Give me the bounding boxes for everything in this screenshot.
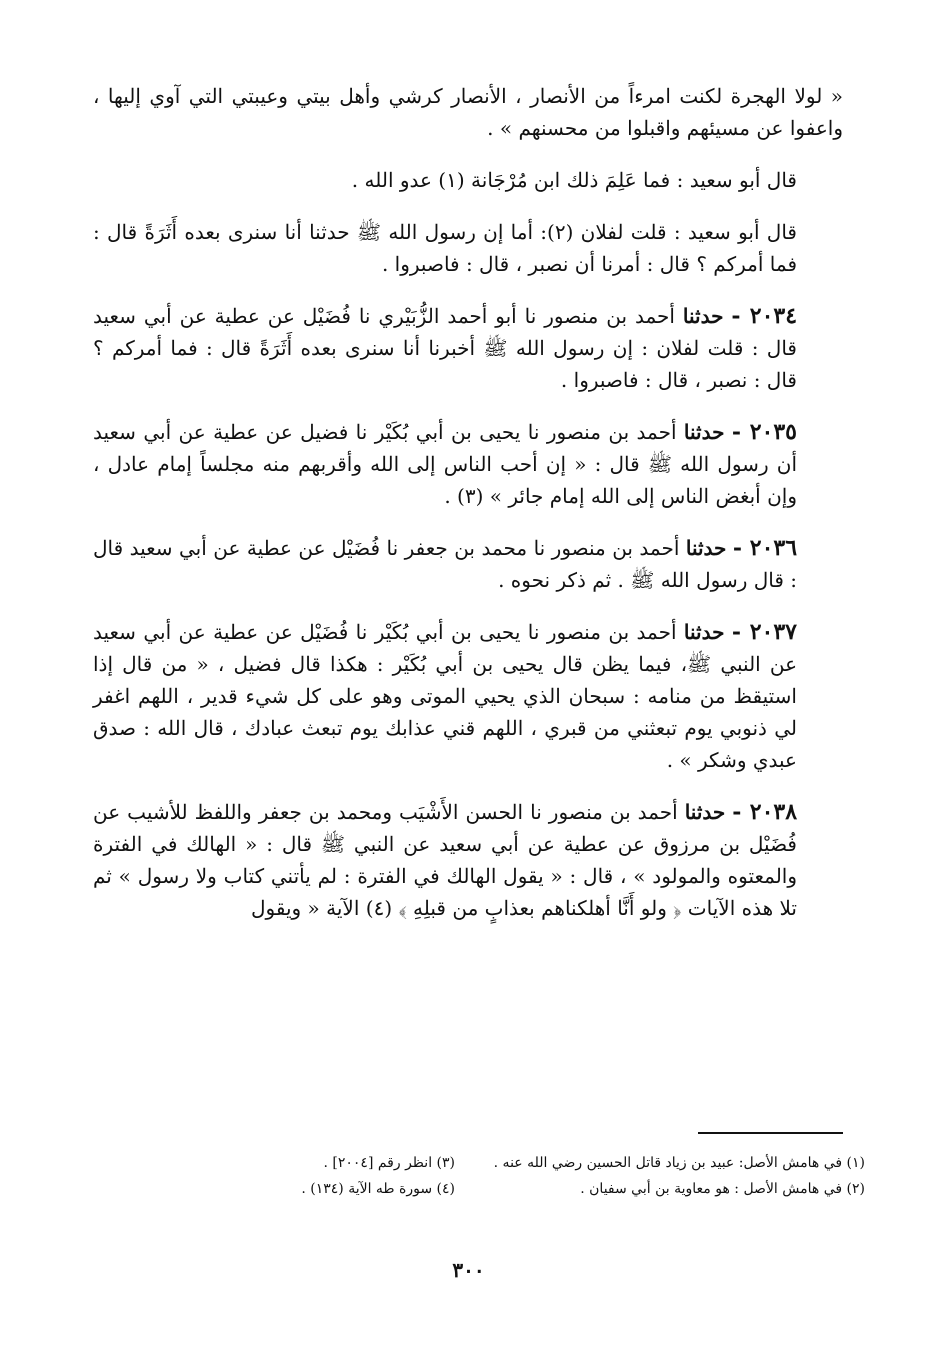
hadith-2038 [93, 796, 797, 924]
paragraph-text: قال أبو سعيد : قلت لفلان (٢): أما إن رسول الله ﷺ حدثنا أنا سنرى بعده أَثَرَةً قال : فما أمركم ؟ قال : أمرنا أن نصبر ، قال : فاصبروا . [93, 220, 797, 276]
hadith-number: ٢٠٣٧ - [731, 619, 797, 645]
footnote-4: (٤) سورة طه الآية (١٣٤) . [301, 1181, 455, 1197]
footnote-3: (٣) انظر رقم [٢٠٠٤] . [323, 1155, 455, 1171]
hadith-lead-word: حدثنا [685, 536, 727, 560]
paragraph-text: « لولا الهجرة لكنت امرءاً من الأنصار ، الأنصار كرشي وأهل بيتي وعيبتي التي آوي إليها ، واعفوا عن مسيئهم واقبلوا من محسنهم » . [93, 84, 843, 140]
hadith-text: أحمد بن منصور نا يحيى بن أبي بُكَيْر نا فُضَيْل عن عطية عن أبي سعيد عن النبي ﷺ، فيما يظن قال يحيى بن أبي بُكَيْر : هكذا قال فضيل ، « من قال إذا استيقظ من منامه : سبحان الذي يحيي الموتى وهو على كل شيء قدير ، اللهم اغفر لي ذنوبي يوم تبعثني من قبري ، اللهم قني عذابك يوم تبعث عبادك ، قال الله : صدق عبدي وشكر » . [93, 620, 797, 772]
footnote-divider [698, 1132, 843, 1134]
page-number: ٣٠٠ [452, 1258, 485, 1282]
hadith-2036 [93, 532, 797, 596]
hadith-lead-word: حدثنا [683, 620, 725, 644]
hadith-2035 [93, 416, 797, 512]
hadith-number: ٢٠٣٤ - [731, 303, 798, 329]
footnote-row [75, 1150, 865, 1176]
hadith-2037 [93, 616, 797, 776]
hadith-lead-word: حدثنا [684, 800, 726, 824]
hadith-number: ٢٠٣٨ - [732, 799, 798, 825]
page-body [93, 80, 843, 944]
footnote-row [75, 1176, 865, 1202]
hadith-lead-word: حدثنا [682, 304, 724, 328]
hadith-text: أحمد بن منصور نا أبو أحمد الزُّبَيْري نا فُضَيْل عن عطية عن أبي سعيد قال : قلت لفلان : إن رسول الله ﷺ أخبرنا أنا سنرى بعده أَثَرَةً قال : فما أمركم ؟ قال : نصبر ، قال : فاصبروا . [93, 304, 797, 392]
hadith-number: ٢٠٣٥ - [731, 419, 797, 445]
paragraph-hadith-continuation [93, 80, 843, 144]
footnotes [75, 1150, 865, 1202]
hadith-text: أحمد بن منصور نا يحيى بن أبي بُكَيْر نا فضيل عن عطية عن أبي سعيد أن رسول الله ﷺ قال : « إن أحب الناس إلى الله وأقربهم منه مجلساً إمام عادل ، وإن أبغض الناس إلى الله إمام جائر » (٣) . [93, 420, 797, 508]
hadith-2034 [93, 300, 797, 396]
footnote-1: (١) في هامش الأصل: عبيد بن زياد قاتل الحسين رضي الله عنه . [493, 1155, 865, 1171]
footnote-2: (٢) في هامش الأصل : هو معاوية بن أبي سفيان . [580, 1181, 865, 1197]
hadith-lead-word: حدثنا [683, 420, 725, 444]
paragraph-abu-said-2 [93, 216, 797, 280]
hadith-text: أحمد بن منصور نا محمد بن جعفر نا فُضَيْل عن عطية عن أبي سعيد قال : قال رسول الله ﷺ . ثم ذكر نحوه . [93, 536, 797, 592]
paragraph-abu-said-1 [93, 164, 797, 196]
paragraph-text: قال أبو سعيد : فما عَلِمَ ذلك ابن مُرْجَانة (١) عدو الله . [351, 168, 797, 192]
hadith-number: ٢٠٣٦ - [732, 535, 798, 561]
hadith-text: أحمد بن منصور نا الحسن الأَشْيَب ومحمد بن جعفر واللفظ للأشيب عن فُضَيْل بن مرزوق عن عطية عن أبي سعيد عن النبي ﷺ قال : « الهالك في الفترة والمعتوه والمولود » ، قال : « يقول الهالك في الفترة : لم يأتني كتاب ولا رسول » ثم تلا هذه الآيات ﴿ ولو أَنَّا أهلكناهم بعذابٍ من قبلِهِ ﴾ (٤) الآية « ويقول [93, 800, 797, 920]
